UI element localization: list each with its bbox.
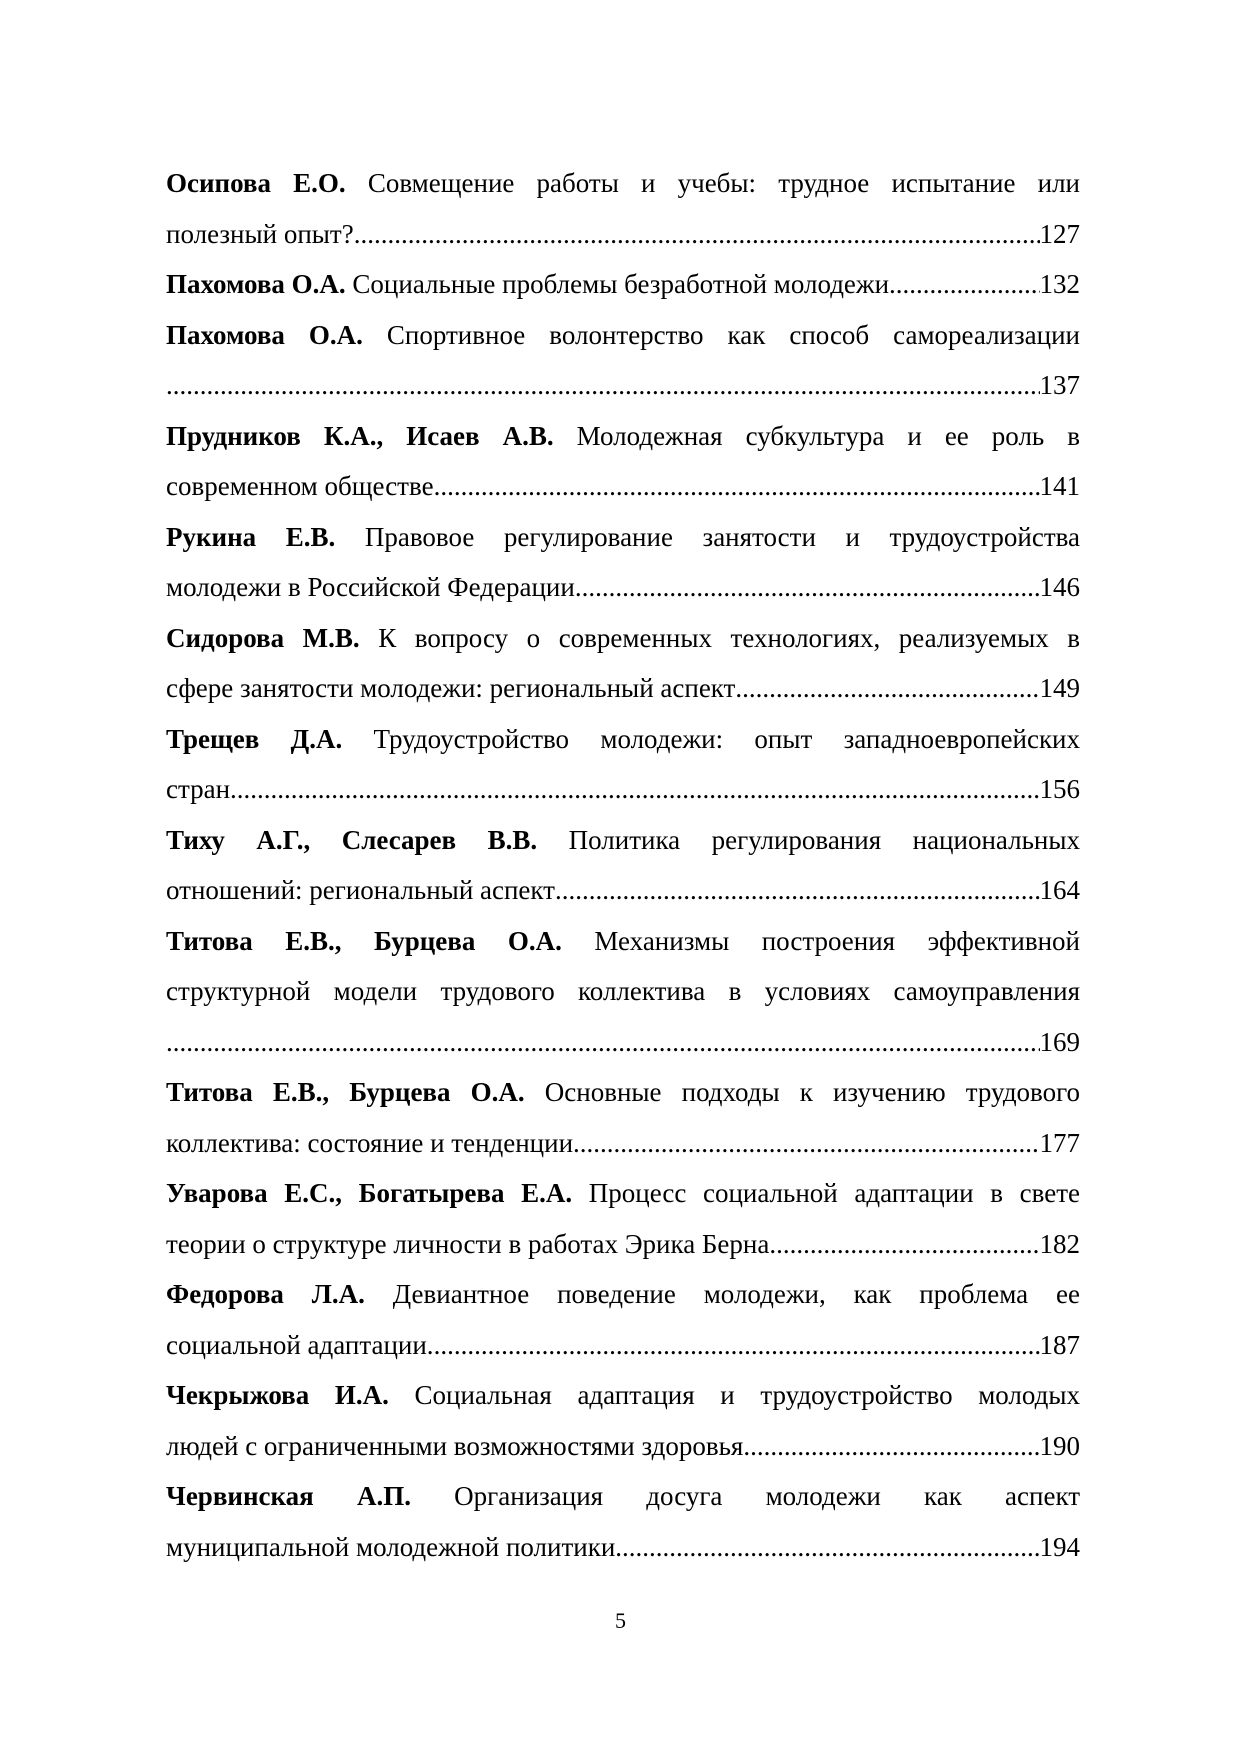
dot-leader <box>166 1017 1040 1068</box>
dot-leader <box>166 360 1040 411</box>
toc-entry <box>166 714 1080 815</box>
dot-leader <box>575 562 1040 613</box>
entry-title-continued: структурной модели трудового коллектива в условиях самоуправления <box>166 976 1080 1006</box>
entry-page-number: 177 <box>1039 1127 1080 1158</box>
page-number: 5 <box>615 1608 626 1633</box>
toc-entry <box>166 1067 1080 1168</box>
entry-author: Червинская А.П. <box>166 1481 411 1511</box>
entry-title: Спортивное волонтерство как способ самореализации <box>386 319 1080 350</box>
entry-title: Правовое регулирование занятости и трудоустройства <box>364 521 1080 552</box>
entry-title-continued: людей с ограниченными возможностями здоровья <box>166 1430 744 1461</box>
entry-page-number: 182 <box>1039 1228 1080 1259</box>
toc-entry <box>166 815 1080 916</box>
entry-title: Девиантное поведение молодежи, как проблема ее <box>392 1279 1080 1309</box>
dot-leader <box>230 764 1039 815</box>
entry-page-number: 127 <box>1039 218 1080 249</box>
entry-title-continued: современном обществе <box>166 471 434 501</box>
entry-page-number: 137 <box>1039 370 1080 400</box>
entry-page-number: 187 <box>1039 1329 1080 1360</box>
entry-title: Организация досуга молодежи как аспект <box>454 1481 1080 1511</box>
entry-author: Уварова Е.С., Богатырева Е.А. <box>166 1178 573 1208</box>
toc-entry <box>166 1168 1080 1269</box>
dot-leader <box>735 663 1039 714</box>
entry-author: Трещев Д.А. <box>166 723 343 754</box>
entry-author: Сидорова М.В. <box>166 622 360 653</box>
entry-page-number: 149 <box>1039 673 1080 703</box>
dot-leader <box>889 259 1039 310</box>
entry-title-continued: молодежи в Российской Федерации <box>166 572 575 602</box>
entry-page-number: 164 <box>1039 875 1080 905</box>
entry-title-continued: социальной адаптации. <box>166 1329 434 1360</box>
entry-title: Процесс социальной адаптации в свете <box>588 1178 1080 1208</box>
dot-leader <box>434 461 1040 512</box>
entry-title-continued: полезный опыт? <box>166 218 354 249</box>
entry-title-continued: коллектива: состояние и тенденции <box>166 1127 574 1158</box>
entry-author: Чекрыжова И.А. <box>166 1380 389 1410</box>
entry-title: Совмещение работы и учебы: трудное испытание или <box>367 168 1080 198</box>
entry-title: К вопросу о современных технологиях, реализуемых в <box>378 622 1080 653</box>
toc-entry <box>166 1370 1080 1471</box>
entry-author: Рукина Е.В. <box>166 521 336 552</box>
entry-author: Федорова Л.А. <box>166 1279 365 1309</box>
toc-entry <box>166 512 1080 613</box>
entry-page-number: 169 <box>1039 1026 1080 1057</box>
toc-entry <box>166 411 1080 512</box>
entry-author: Титова Е.В., Бурцева О.А. <box>166 1077 525 1107</box>
entry-title-continued: стран <box>166 774 231 804</box>
dot-leader <box>354 209 1040 260</box>
dot-leader <box>743 1421 1039 1472</box>
dot-leader <box>555 865 1040 916</box>
entry-title: Социальная адаптация и трудоустройство молодых <box>414 1380 1080 1410</box>
entry-title: Основные подходы к изучению трудового <box>544 1077 1080 1107</box>
entry-title: Молодежная субкультура и ее роль в <box>576 420 1080 451</box>
entry-page-number: 194 <box>1039 1531 1080 1562</box>
entry-page-number: 190 <box>1039 1430 1080 1461</box>
entry-title-continued: муниципальной молодежной политики <box>166 1531 616 1562</box>
entry-title: Политика регулирования национальных <box>568 824 1080 855</box>
entry-title-continued: теории о структуре личности в работах Эрика Берна <box>166 1228 770 1259</box>
toc-entry <box>166 1269 1080 1370</box>
dot-leader <box>434 1320 1040 1371</box>
toc-entry <box>166 259 1080 310</box>
entry-author: Пахомова О.А. <box>166 319 363 350</box>
entry-author: Прудников К.А., Исаев А.В. <box>166 420 554 451</box>
toc-entry <box>166 1471 1080 1572</box>
entry-title: Трудоустройство молодежи: опыт западноевропейских <box>373 723 1080 754</box>
entry-page-number: 132 <box>1039 269 1080 299</box>
entry-title-continued: сфере занятости молодежи: региональный аспект <box>166 673 736 703</box>
entry-author: Тиху А.Г., Слесарев В.В. <box>166 824 538 855</box>
entry-author: Титова Е.В., Бурцева О.А. <box>166 925 562 956</box>
dot-leader <box>573 1118 1039 1169</box>
entry-title: Социальные проблемы безработной молодежи <box>352 269 890 299</box>
entry-page-number: 156 <box>1039 774 1080 804</box>
entry-title-continued: отношений: региональный аспект <box>166 875 555 905</box>
entry-page-number: 141 <box>1039 471 1080 501</box>
entry-author: Осипова Е.О. <box>166 168 346 198</box>
dot-leader <box>615 1522 1039 1573</box>
entry-author: Пахомова О.А. <box>166 269 346 299</box>
table-of-contents <box>166 158 1080 1572</box>
toc-entry <box>166 158 1080 259</box>
toc-entry <box>166 310 1080 411</box>
entry-page-number: 146 <box>1039 572 1080 602</box>
toc-entry <box>166 613 1080 714</box>
dot-leader <box>769 1219 1039 1270</box>
toc-entry <box>166 916 1080 1068</box>
entry-title: Механизмы построения эффективной <box>594 925 1080 956</box>
